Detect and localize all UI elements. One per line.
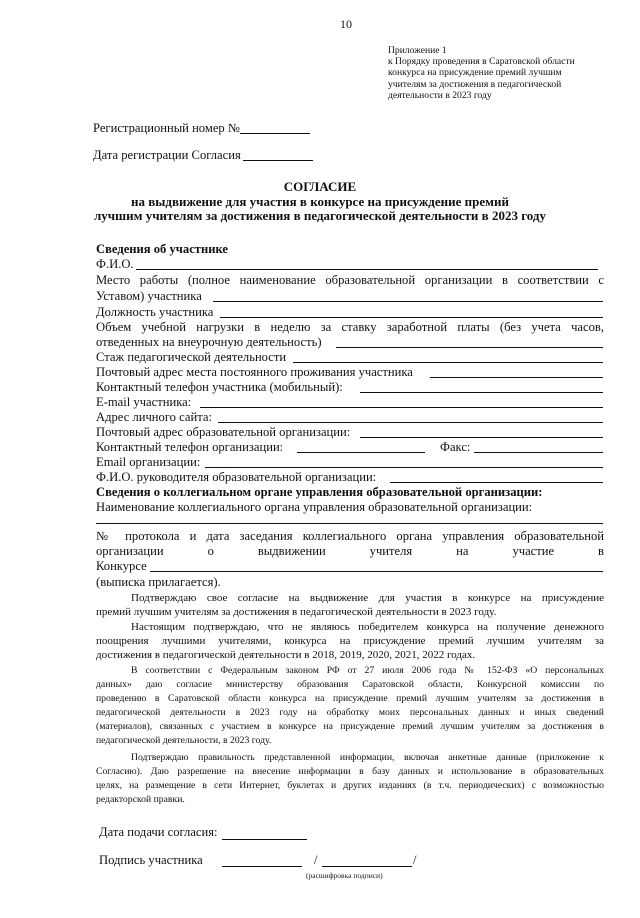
field-label-phone: Контактный телефон участника (мобильный): <box>96 380 343 394</box>
reg-date-field[interactable] <box>243 160 313 161</box>
page-subtitle: лучшим учителям за достижения в педагогической деятельности в 2023 году <box>94 208 546 223</box>
phone-field[interactable] <box>360 392 603 393</box>
page-number: 10 <box>340 17 352 31</box>
field-label-org-address: Почтовый адрес образовательной организации: <box>96 425 351 439</box>
field-label-experience: Стаж педагогической деятельности <box>96 350 287 364</box>
field-label-fio: Ф.И.О. <box>96 257 134 271</box>
page-subtitle: на выдвижение для участия в конкурсе на присуждение премий <box>131 194 509 209</box>
field-label-workplace: Уставом) участника <box>96 289 202 303</box>
appendix-line: учителям за достижения в педагогической <box>388 78 562 90</box>
signature-label: Подпись участника <box>99 853 203 867</box>
org-email-field[interactable] <box>205 467 603 468</box>
fio-field[interactable] <box>136 269 598 270</box>
paragraph-line: поощрения лучшими учителями, конкурса на присуждение премий лучшим учителям за <box>96 635 604 647</box>
field-label-email: E-mail участника: <box>96 395 192 409</box>
signature-decode-field[interactable] <box>322 866 412 867</box>
protocol-field[interactable] <box>150 571 603 572</box>
submit-date-label: Дата подачи согласия: <box>99 825 218 839</box>
signature-end: / <box>413 853 417 867</box>
signature-field[interactable] <box>222 866 302 867</box>
signature-separator: / <box>314 853 318 867</box>
paragraph-line: данных» даю согласие министерству образования Саратовской области, Конкурсной комиссии по <box>96 679 604 690</box>
field-label-postal: Почтовый адрес места постоянного проживания участника <box>96 365 413 379</box>
submit-date-field[interactable] <box>222 839 307 840</box>
paragraph-line: редакторской правки. <box>96 794 185 805</box>
workplace-field[interactable] <box>213 301 603 302</box>
paragraph-line: целях, на размещение в сети Интернет, буклетах и других изданиях (в т.ч. периодических) с возможностью <box>96 780 604 791</box>
field-label-workplace: Место работы (полное наименование образовательной организации в соответствии с <box>96 273 604 287</box>
protocol-note: (выписка прилагается). <box>96 575 221 589</box>
email-field[interactable] <box>200 407 603 408</box>
field-label-site: Адрес личного сайта: <box>96 410 212 424</box>
reg-date-label: Дата регистрации Согласия <box>93 148 241 162</box>
appendix-line: Приложение 1 <box>388 45 447 56</box>
field-label-org-phone: Контактный телефон организации: <box>96 440 284 454</box>
load-field[interactable] <box>336 347 603 348</box>
appendix-line: конкурса на присуждение премий лучшим <box>388 67 562 79</box>
signature-caption: (расшифровка подписи) <box>306 871 383 880</box>
experience-field[interactable] <box>293 362 603 363</box>
paragraph-line: Настоящим подтверждаю, что не являюсь победителем конкурса на получение денежного <box>131 621 604 633</box>
site-field[interactable] <box>218 422 603 423</box>
collegial-name-field[interactable] <box>96 523 603 524</box>
page-title: СОГЛАСИЕ <box>283 179 357 194</box>
section-heading: Сведения о коллегиальном органе управления образовательной организации: <box>96 485 543 499</box>
paragraph-line: (материалов), связанных с участием в конкурсе на присуждение премий лучшим учителям за достижения в <box>96 721 604 732</box>
protocol-label: организации о выдвижении учителя на участие в <box>96 544 604 558</box>
appendix-note <box>388 45 575 101</box>
paragraph-line: педагогической деятельности, в 2023 году. <box>96 735 272 746</box>
field-label-head-fio: Ф.И.О. руководителя образовательной организации: <box>96 470 377 484</box>
appendix-line: деятельности в 2023 году <box>388 89 492 101</box>
fax-field[interactable] <box>474 452 603 453</box>
field-label-org-email: Email организации: <box>96 455 201 469</box>
position-field[interactable] <box>220 317 603 318</box>
paragraph-line: Согласию). Даю разрешение на внесение информации в базу данных и использование в образовательных <box>96 766 604 777</box>
paragraph-line: Подтверждаю свое согласие на выдвижение для участия в конкурсе на присуждение <box>131 592 604 604</box>
reg-number-label: Регистрационный номер № <box>93 121 240 135</box>
field-label-load: Объем учебной нагрузки в неделю за ставку заработной платы (без учета часов, <box>96 320 604 334</box>
section-heading: Сведения об участнике <box>96 242 229 256</box>
protocol-label: № протокола и дата заседания коллегиального органа управления образовательной <box>96 529 604 543</box>
reg-number-field[interactable] <box>240 133 310 134</box>
consent-paragraph <box>96 592 604 606</box>
appendix-line: к Порядку проведения в Саратовской области <box>388 56 575 68</box>
paragraph-line: достижения в педагогической деятельности в 2018, 2019, 2020, 2021, 2022 годах. <box>96 649 476 661</box>
collegial-name-label: Наименование коллегиального органа управления образовательной организации: <box>96 500 533 514</box>
paragraph-line: проведению в Саратовской области конкурса на присуждение премий лучшим учителям за достижения в <box>96 693 604 704</box>
field-label-fax: Факс: <box>440 440 471 454</box>
postal-field[interactable] <box>430 377 603 378</box>
paragraph-line: В соответствии с Федеральным законом РФ от 27 июля 2006 года № 152-ФЗ «О персональных <box>131 665 604 676</box>
protocol-label: Конкурсе <box>96 559 147 573</box>
org-address-field[interactable] <box>360 437 603 438</box>
field-label-position: Должность участника <box>96 305 214 319</box>
paragraph-line: премий лучшим учителям за достижения в педагогической деятельности в 2023 году. <box>96 606 497 618</box>
org-phone-field[interactable] <box>297 452 425 453</box>
head-fio-field[interactable] <box>390 482 603 483</box>
paragraph-line: Подтверждаю правильность представленной информации, включая анкетные данные (приложение к <box>131 752 604 763</box>
paragraph-line: педагогической деятельности в 2023 году на обработку моих персональных данных и иных сведений <box>96 707 604 718</box>
field-label-load: отведенных на внеурочную деятельность) <box>96 335 322 349</box>
